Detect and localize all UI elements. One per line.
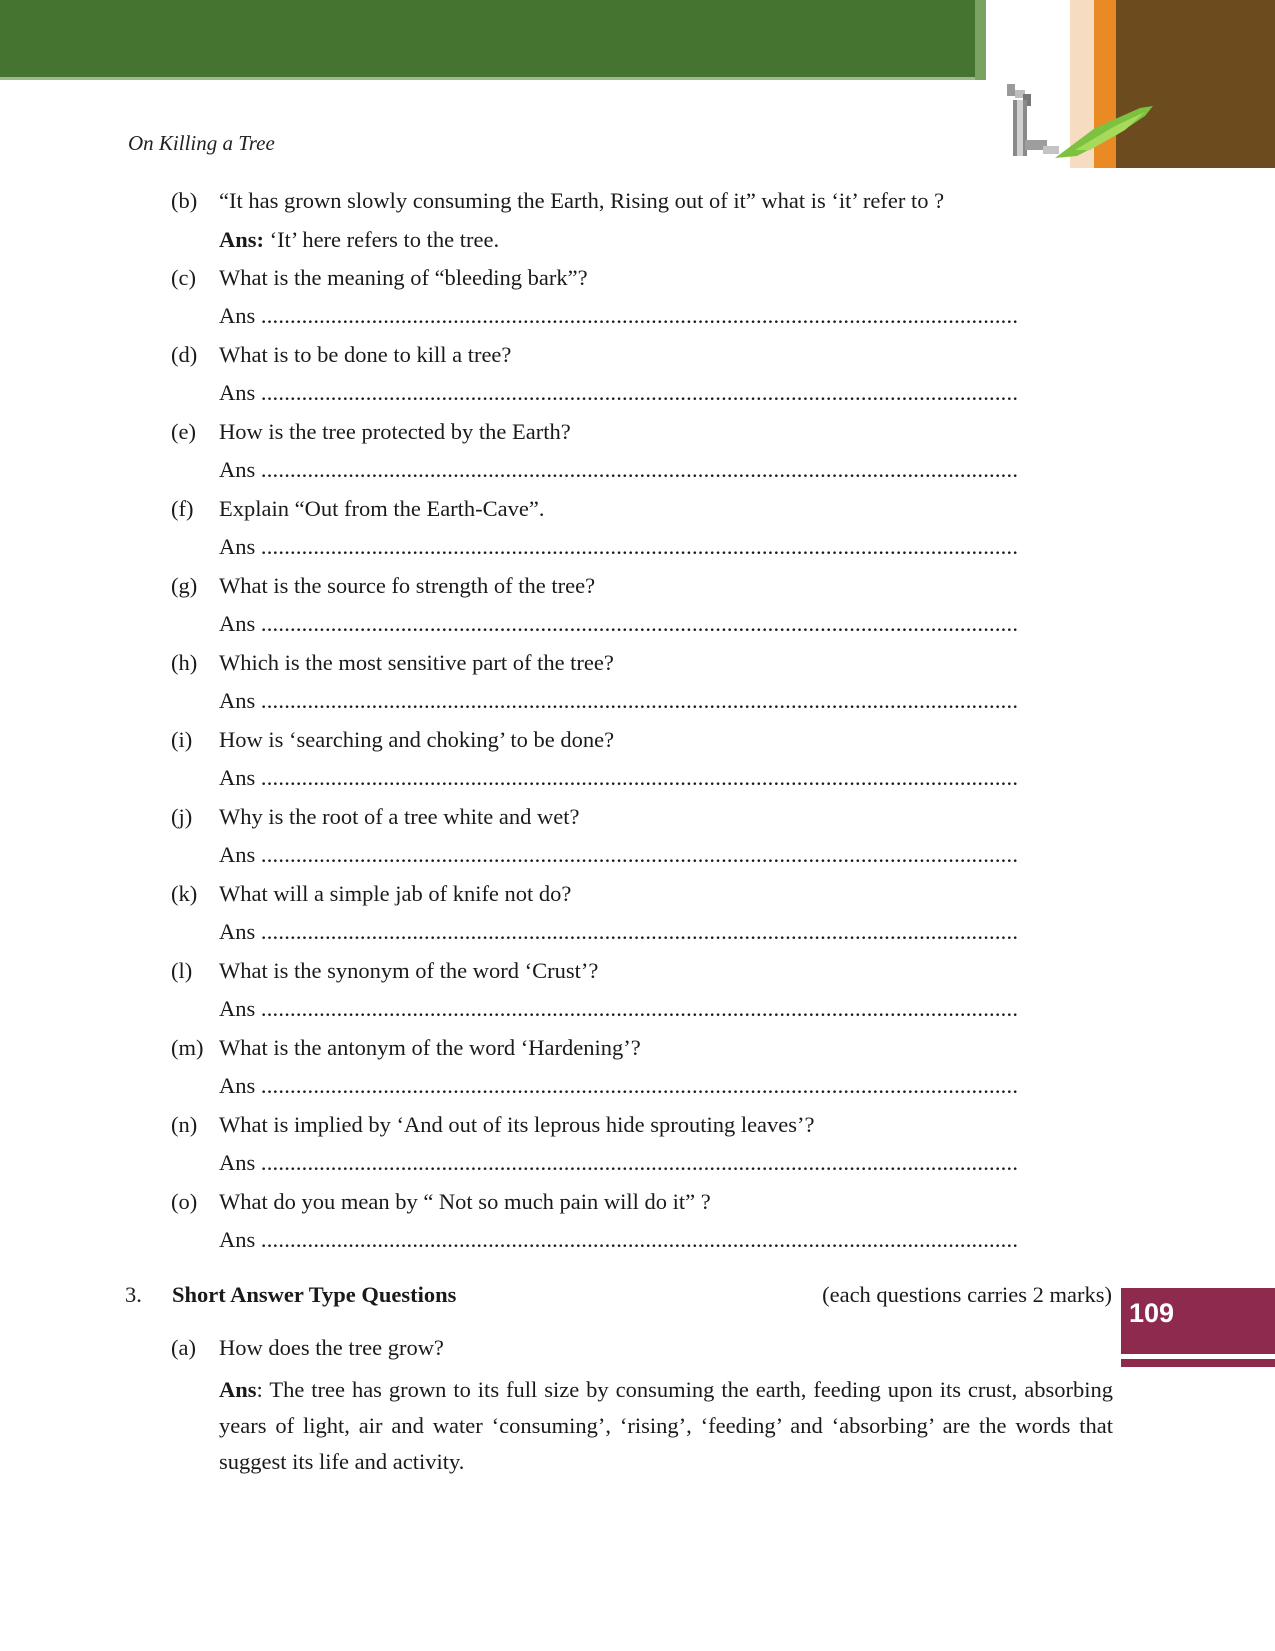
header-green-band: [0, 0, 986, 77]
section-number: 3.: [125, 1282, 142, 1307]
question-text: What will a simple jab of knife not do?: [219, 881, 572, 906]
section-title: Short Answer Type Questions: [172, 1282, 457, 1307]
question-text: What is the antonym of the word ‘Hardening’?: [219, 1035, 641, 1060]
running-title: On Killing a Tree: [128, 131, 275, 155]
answer-prefix: Ans: [219, 1073, 256, 1098]
question-label: (k): [171, 881, 198, 906]
answer-prefix: Ans: [219, 688, 256, 713]
question-text: What is to be done to kill a tree?: [219, 342, 512, 367]
answer-line[interactable]: [219, 841, 1019, 869]
answer-prefix: Ans: [219, 457, 256, 482]
question-text: Which is the most sensitive part of the tree?: [219, 650, 614, 675]
answer-blank[interactable]: ..................................................................................................................................: [260, 996, 1019, 1021]
section-marks-note: (each questions carries 2 marks): [822, 1282, 1112, 1307]
question-text: What is implied by ‘And out of its leprous hide sprouting leaves’?: [219, 1112, 815, 1137]
page-number-tab-rule: [1121, 1359, 1275, 1367]
answer-line[interactable]: [219, 764, 1019, 792]
answer-prefix: Ans: [219, 919, 256, 944]
question-label: (i): [171, 727, 193, 752]
answer-line[interactable]: [219, 302, 1019, 330]
question-text: How does the tree grow?: [219, 1335, 444, 1360]
answer-blank[interactable]: ..................................................................................................................................: [260, 611, 1019, 636]
answer-blank[interactable]: ..................................................................................................................................: [260, 1073, 1019, 1098]
question-text: What is the meaning of “bleeding bark”?: [219, 265, 588, 290]
answer-blank[interactable]: ..................................................................................................................................: [260, 919, 1019, 944]
question-label: (f): [171, 496, 194, 521]
question-label: (d): [171, 342, 198, 367]
answer-prefix: Ans: [219, 303, 256, 328]
question-label: (j): [171, 804, 193, 829]
question-label: (c): [171, 265, 196, 290]
question-label: (h): [171, 650, 198, 675]
answer-prefix: Ans: [219, 996, 256, 1021]
answer-prefix: Ans:: [219, 227, 265, 252]
header-light-strip: [975, 0, 986, 80]
question-label: (g): [171, 573, 198, 598]
answer-blank[interactable]: ..................................................................................................................................: [260, 765, 1019, 790]
answer-blank[interactable]: ..................................................................................................................................: [260, 303, 1019, 328]
question-label: (o): [171, 1189, 198, 1214]
answer-blank[interactable]: ..................................................................................................................................: [260, 1150, 1019, 1175]
answer-prefix: Ans: [219, 842, 256, 867]
answer-prefix: Ans: [219, 765, 256, 790]
answer-paragraph: [219, 1372, 1113, 1480]
answer-line[interactable]: [219, 533, 1019, 561]
answer-line[interactable]: [219, 1149, 1019, 1177]
question-label: (n): [171, 1112, 198, 1137]
answer-blank[interactable]: ..................................................................................................................................: [260, 1227, 1019, 1252]
question-label: (m): [171, 1035, 204, 1060]
question-text: What do you mean by “ Not so much pain will do it” ?: [219, 1189, 711, 1214]
answer-blank[interactable]: ..................................................................................................................................: [260, 688, 1019, 713]
question-text: What is the synonym of the word ‘Crust’?: [219, 958, 599, 983]
answer-text: : The tree has grown to its full size by consuming the earth, feeding upon its crust, absorbing years of light, air and water ‘consuming’, ‘rising’, ‘feeding’ and ‘absorbing’ are the words that suggest its life and activity.: [219, 1377, 1113, 1474]
answer-line[interactable]: [219, 456, 1019, 484]
answer-prefix: Ans: [219, 611, 256, 636]
answer-blank[interactable]: ..................................................................................................................................: [260, 380, 1019, 405]
question-text: Why is the root of a tree white and wet?: [219, 804, 580, 829]
question-label: (a): [171, 1335, 196, 1360]
question-label: (l): [171, 958, 193, 983]
answer-text: ‘It’ here refers to the tree.: [264, 227, 500, 252]
answer-line[interactable]: [219, 687, 1019, 715]
answer-prefix: Ans: [219, 1377, 257, 1402]
answer-prefix: Ans: [219, 1227, 256, 1252]
question-text: Explain “Out from the Earth-Cave”.: [219, 496, 545, 521]
answer-line: [219, 226, 499, 254]
answer-prefix: Ans: [219, 534, 256, 559]
answer-blank[interactable]: ..................................................................................................................................: [260, 457, 1019, 482]
answer-line[interactable]: [219, 1226, 1019, 1254]
header-green-underline: [0, 77, 986, 80]
question-text: “It has grown slowly consuming the Earth, Rising out of it” what is ‘it’ refer to ?: [219, 188, 945, 213]
answer-line[interactable]: [219, 995, 1019, 1023]
question-text: How is ‘searching and choking’ to be done?: [219, 727, 615, 752]
question-text: How is the tree protected by the Earth?: [219, 419, 571, 444]
question-label: (b): [171, 188, 198, 213]
question-label: (e): [171, 419, 196, 444]
answer-line[interactable]: [219, 1072, 1019, 1100]
answer-prefix: Ans: [219, 380, 256, 405]
answer-line[interactable]: [219, 379, 1019, 407]
page-number: 109: [1129, 1298, 1175, 1328]
answer-line[interactable]: [219, 918, 1019, 946]
answer-prefix: Ans: [219, 1150, 256, 1175]
answer-line[interactable]: [219, 610, 1019, 638]
answer-blank[interactable]: ..................................................................................................................................: [260, 842, 1019, 867]
sprout-illustration-icon: [995, 70, 1175, 180]
answer-blank[interactable]: ..................................................................................................................................: [260, 534, 1019, 559]
question-text: What is the source fo strength of the tree?: [219, 573, 596, 598]
